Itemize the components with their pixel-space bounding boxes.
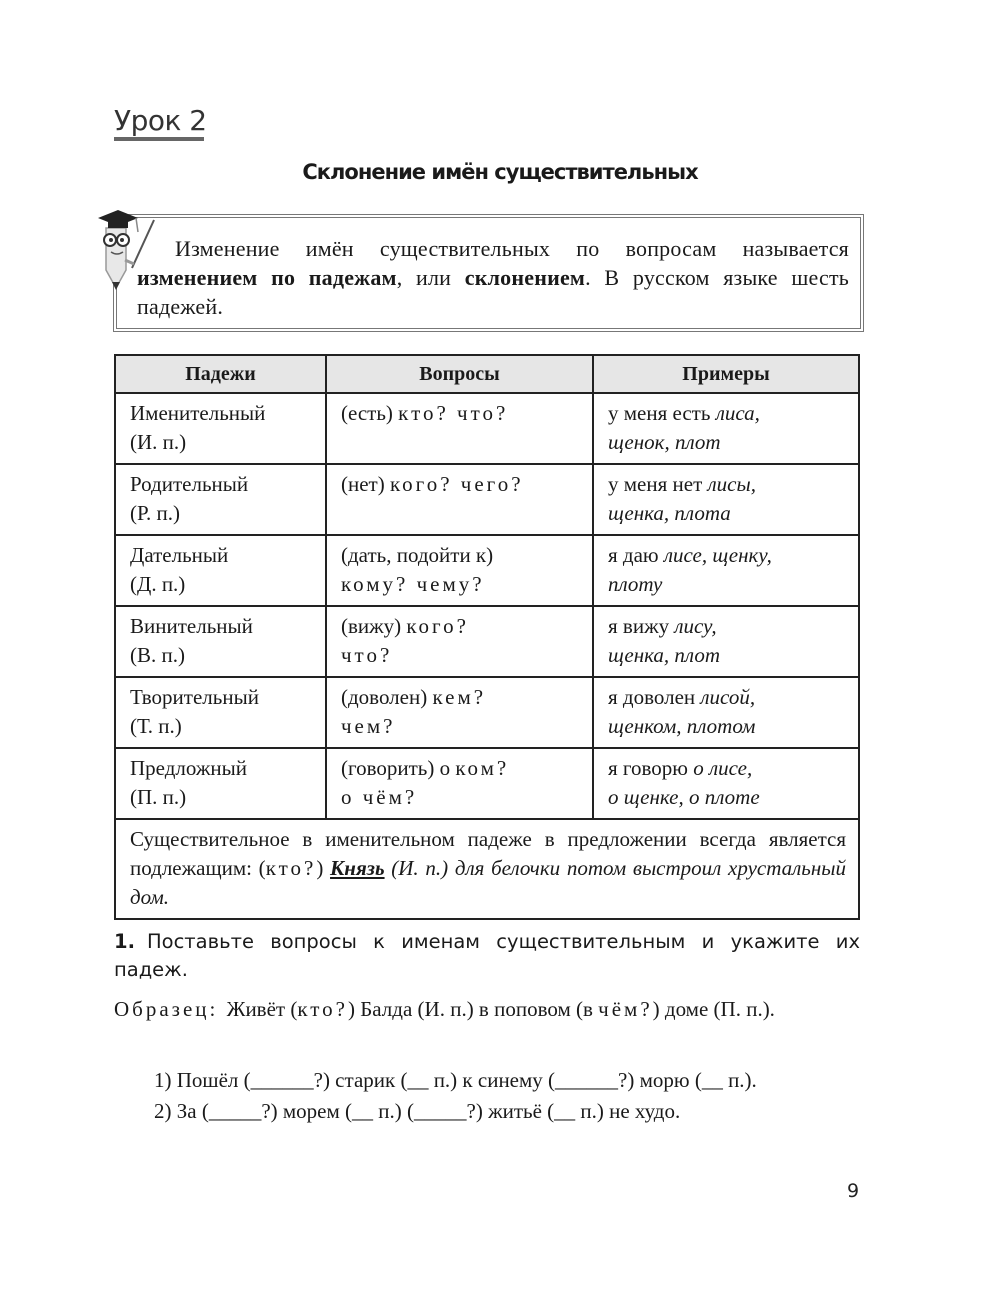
- header-cases: Падежи: [115, 355, 326, 393]
- example-italic: лисой,: [700, 685, 756, 709]
- header-questions: Вопросы: [326, 355, 593, 393]
- example-italic-line2: щенка, плота: [608, 501, 731, 525]
- case-name: Винительный: [130, 614, 253, 638]
- header-examples: Примеры: [593, 355, 859, 393]
- rule-text: [137, 234, 849, 321]
- question-cell: [326, 464, 593, 535]
- question-line2: кому? чему?: [341, 572, 485, 596]
- question-words: ком?: [455, 756, 510, 780]
- rule-term-bold: склонением: [464, 265, 586, 290]
- sample-text: Живёт (: [226, 997, 298, 1021]
- case-abbr: (И. п.): [130, 430, 187, 454]
- example-plain: у меня нет: [608, 472, 708, 496]
- section-title: Склонение имён существительных: [302, 160, 698, 184]
- sample-question: кто?: [297, 997, 348, 1021]
- table-row: [115, 748, 859, 819]
- table-row: [115, 677, 859, 748]
- question-prefix: (дать, подойти к): [341, 543, 494, 567]
- question-words: кем?: [432, 685, 487, 709]
- question-words: кого? чего?: [389, 472, 524, 496]
- sample-text: ) доме (П. п.).: [652, 997, 775, 1021]
- rule-info-box: [113, 214, 864, 332]
- question-cell: [326, 606, 593, 677]
- example-italic: о лисе,: [693, 756, 753, 780]
- rule-text-part: . В русском языке шесть падежей.: [137, 265, 850, 319]
- question-cell: [326, 677, 593, 748]
- case-cell: [115, 748, 326, 819]
- case-cell: [115, 464, 326, 535]
- case-cell: [115, 606, 326, 677]
- example-cell: [593, 677, 859, 748]
- task-1: [114, 928, 860, 984]
- case-name: Родительный: [130, 472, 249, 496]
- example-cell: [593, 535, 859, 606]
- sample-label: Образец:: [114, 997, 227, 1021]
- example-italic-line2: плоту: [608, 572, 663, 596]
- example-italic-line2: щенком, плотом: [608, 714, 756, 738]
- example-plain: у меня есть: [608, 401, 716, 425]
- lesson-title: Урок 2: [114, 104, 207, 137]
- task-number: 1.: [114, 930, 135, 953]
- case-cell: [115, 393, 326, 464]
- example-italic-line2: о щенке, о плоте: [608, 785, 760, 809]
- case-abbr: (Д. п.): [130, 572, 186, 596]
- table-row: [115, 393, 859, 464]
- table-header-row: [115, 355, 859, 393]
- rule-text-part: Изменение имён существительных по вопросам называется: [175, 236, 849, 261]
- case-abbr: (П. п.): [130, 785, 187, 809]
- question-words: кто? что?: [398, 401, 509, 425]
- case-cell: [115, 677, 326, 748]
- example-italic: лисе, щенку,: [663, 543, 772, 567]
- question-line2: чем?: [341, 714, 396, 738]
- exercise-item-2: 2) За (_____?) морем (__ п.) (_____?) житьё (__ п.) не худо.: [154, 1099, 681, 1123]
- case-abbr: (Р. п.): [130, 501, 181, 525]
- table-row: [115, 464, 859, 535]
- question-line2: что?: [341, 643, 393, 667]
- case-name: Дательный: [130, 543, 229, 567]
- question-prefix: (вижу): [341, 614, 407, 638]
- sample-example: [114, 994, 860, 1024]
- example-plain: я вижу: [608, 614, 675, 638]
- lesson-title-underline: [114, 137, 204, 141]
- table-row: [115, 535, 859, 606]
- case-abbr: (В. п.): [130, 643, 185, 667]
- question-prefix: (доволен): [341, 685, 433, 709]
- sample-question: чём?: [598, 997, 653, 1021]
- example-cell: [593, 606, 859, 677]
- page-number: 9: [847, 1180, 860, 1202]
- pencil-professor-icon: [92, 198, 158, 298]
- case-name: Творительный: [130, 685, 259, 709]
- case-abbr: (Т. п.): [130, 714, 182, 738]
- question-words: кого?: [406, 614, 469, 638]
- example-italic-line2: щенка, плот: [608, 643, 720, 667]
- exercise-items: [114, 1065, 860, 1127]
- case-cell: [115, 535, 326, 606]
- question-prefix: (есть): [341, 401, 399, 425]
- table-note: [115, 819, 859, 919]
- question-cell: [326, 535, 593, 606]
- example-cell: [593, 748, 859, 819]
- rule-term-bold: изменением по падежам: [137, 265, 397, 290]
- table-row: [115, 606, 859, 677]
- question-cell: [326, 748, 593, 819]
- exercise-item-1: 1) Пошёл (______?) старик (__ п.) к синему (______?) морю (__ п.).: [154, 1068, 757, 1092]
- question-cell: [326, 393, 593, 464]
- example-plain: я говорю: [608, 756, 694, 780]
- example-italic: лисы,: [707, 472, 756, 496]
- sample-text: ) Балда (И. п.) в поповом (в: [348, 997, 599, 1021]
- case-name: Именительный: [130, 401, 266, 425]
- note-example-italic: (И. п.) для белочки потом выстроил хрустальный дом.: [130, 856, 846, 909]
- question-prefix: (нет): [341, 472, 390, 496]
- note-subject-example: Князь: [330, 856, 385, 880]
- example-italic: лису,: [674, 614, 717, 638]
- question-prefix: (говорить) о: [341, 756, 456, 780]
- note-text: Существительное в именительном падеже в предложении всегда является подлежащим: (: [130, 827, 846, 880]
- question-line2: о чём?: [341, 785, 418, 809]
- example-plain: я даю: [608, 543, 664, 567]
- example-italic-line2: щенок, плот: [608, 430, 721, 454]
- example-cell: [593, 464, 859, 535]
- rule-text-part: , или: [396, 265, 465, 290]
- note-question: кто?: [265, 856, 317, 880]
- case-name: Предложный: [130, 756, 247, 780]
- note-text: ): [316, 856, 331, 880]
- table-note-row: [115, 819, 859, 919]
- example-cell: [593, 393, 859, 464]
- example-italic: лиса,: [715, 401, 760, 425]
- cases-table: [114, 354, 860, 920]
- example-plain: я доволен: [608, 685, 701, 709]
- task-text: Поставьте вопросы к именам существительным и укажите их падеж.: [114, 930, 860, 981]
